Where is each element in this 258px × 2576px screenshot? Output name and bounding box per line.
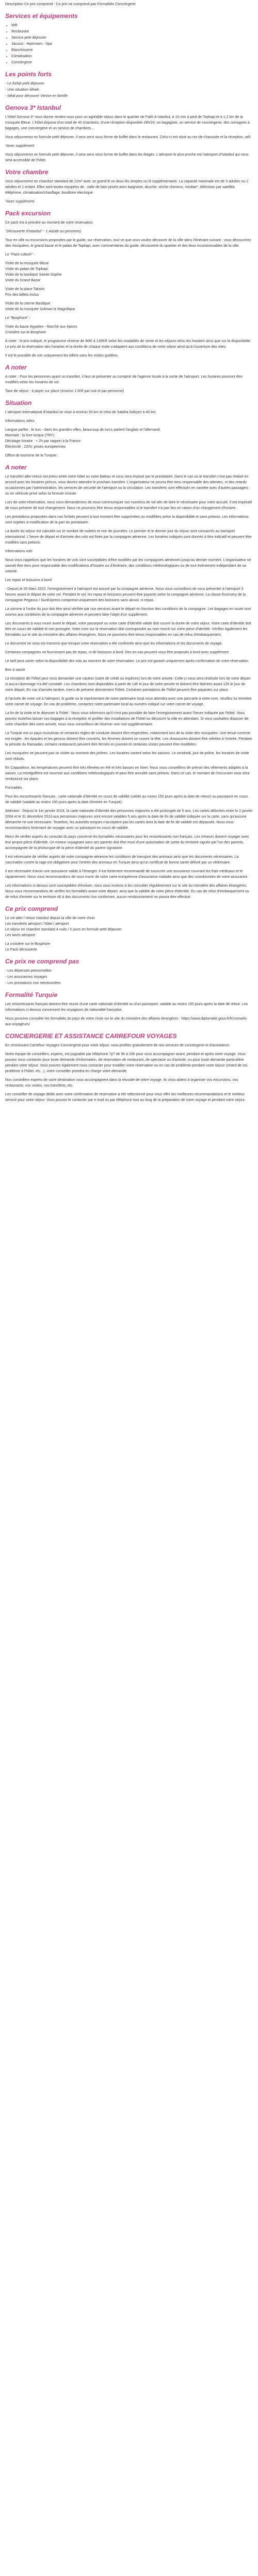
conditions-subheading: Formalités [5,786,22,790]
conditions-paragraph: Le transfert aller-retour est prévu entre votre hôtel ou votre bateau et vous sera imposé par le prestataire. Dans le cas où le transfert n'est pas réalisé en accord avec les horaires prévus, vous devrez attendre le prochain transfert. L'organisateur ne pourra être tenu responsable des attentes, ni des retards occasionnés par l'administration, les services de sécurité de l'aéroport ou la circulation. Les transferts sont effectués en navette avec d'autres passagers ou en véhicule privé selon la formule choisie. [5,475,249,496]
concierge-title: CONCIERGERIE ET ASSISTANCE CARREFOUR VOYAGES [5,1032,177,1040]
note-title: A noter [5,364,27,371]
conditions-paragraph: Le document ne vous est transmis que lorsque votre réservation a été confirmée ainsi que les informations et les documents de voyage. [5,642,223,646]
room-section [5,168,253,205]
pack-paragraph: Visite de la place Taksim Prix des billets inclus [5,287,45,297]
price-excludes-list [5,968,253,986]
highlight-item: - Idéal pour découvrir Venise en famille [5,93,253,99]
hotel-note: *Avec supplément [5,144,35,148]
pack-paragraph: Visite de la citerne Basilique Visite de la mosquée Soliman le Magnifique [5,302,75,311]
product-description [0,0,258,1103]
concierge-paragraph: Notre équipe de conseillers, experts, est joignable par téléphone 7j/7 de 9h à 20h pour vous accompagner avant, pendant et après votre voyage. Vous pouvez nous contacter pour toute demande d'information, de réservation de restaurant, de spectacle ou d'activité, ou pour toute demande particulière pendant votre séjour. Vous pouvez également nous contacter pour modifier votre réservation ou en cas de problème pendant votre séjour (retard de vol, problème à l'hôtel, etc...), votre conseiller prendra en charge votre demande. [5,1053,248,1073]
price-excludes-item: - Les dépenses personnelles [5,968,253,974]
conditions-subheading: Informations vols [5,550,33,553]
service-item: • Climatisation [11,54,253,59]
service-item: • Restaurant [11,29,253,35]
conditions-paragraph: Lors de votre réservation, nous vous demanderons de nous communiquer vos numéros de vol afin de faire le nécessaire pour votre accueil. Il est impératif de nous prévenir de tout changement. Nous ne pourrons être tenus responsables si le transfert n'a pas lieu en raison d'un changement d'horaire. [5,501,252,510]
hotel-paragraph: Vous séjournerez en formule petit déjeuner, il sera servi sous forme de buffet dans les étages. L'aéroport le plus proche est l'aéroport d'Istanbul qui vous sera accessible de l'hôtel. [5,153,249,162]
pack-paragraph: Ce pack est à prendre au moment de votre réservation. [5,221,94,225]
highlight-item: - Le forfait petit déjeuner [5,81,253,87]
pack-paragraph: Tour en ville ou excursions proposées par le guide, sur réservation, tout ce que vous voulez découvrir de la ville dans l'itinéraire suivant : vous découvrirez des mosquées, le grand bazar et le palais de Topkapi, avec commentaires du guide, découverte du quartier et des lieux incontournables de la ville. [5,239,251,248]
hotel-paragraph: L'hôtel Genova 3* vous donne rendez-vous pour un agréable séjour dans le quartier de Fatih à Istanbul, à 10 min à pied de Topkapi et à 1,2 km de la mosquée Bleue. L'hôtel dispose d'un total de 40 chambres, d'une réception disponible 24h/24, un bagagiste, un service de conciergerie, des consignes à bagages, une conciergerie et un service de chambres... [5,115,250,130]
room-paragraph: Vous séjournerez en chambre standard de 22m² avec un grand lit ou deux lits simples ou lit supplémentaire. La capacité maximale est de 3 adultes ou 2 adultes et 1 enfant. Elles sont toutes équipées de : salle de bain privée avec baignoire, douche, sèche-cheveux, minibar*, télévision par satellite, téléphone, climatisation/chauffage, bouilloire électrique. [5,180,249,195]
conditions-paragraph: Certaines compagnies ne fournissent pas de repas, ni de boissons à bord. Des en-cas peuvent vous être proposés à bord avec supplément. [5,651,230,654]
conditions-paragraph: Les prestations proposées dans nos forfaits peuvent à tout moment être supprimées ou modifiées selon la disponibilité et sans préavis. Les informations sont sujettes à modification de la part du prestataire. [5,515,249,524]
services-section [5,12,253,65]
situation-paragraph: Langue parlée : le turc - dans les grandes villes, beaucoup de turcs parlent l'anglais et l'allemand. Monnaie : la livre turque (TRY) Décalage horaire : + 2h par rapport à la France Électricité : 220V, prises européennes [5,428,161,449]
conditions-paragraph: Les documents à vous munir avant le départ, votre passeport ou votre carte d'identité valide doit couvrir la durée de votre séjour. Votre carte d'identité doit être en cours de validité et non prorogée. Votre nom sur la réservation doit correspondre au nom inscrit sur votre pièce d'identité. Vérifiez également les formalités sur le site du ministère des affaires étrangères. Nous ne pourrions être tenus responsables en cas de refus d'embarquement. [5,622,251,637]
price-includes-section [5,905,253,953]
conditions-paragraph: Pour les ressortissants français : carte nationale d'identité en cours de validité (valide au moins 150 jours après la date de retour) ou passeport en cours de validité (valable au moins 150 jours après la date d'entrée en Turquie). [5,795,248,804]
hotel-section [5,104,253,163]
conditions-paragraph: La Turquie est un pays musulman et certaines règles de conduite doivent être respectées, notamment lors de la visite des mosquées. Une tenue correcte est exigée : les épaules et les genoux doivent être couverts, les femmes doivent se couvrir la tête. Les chaussures doivent être retirées à l'entrée. Pendant la période du Ramadan, certains restaurants peuvent être fermés en journée et certaines visites peuvent être modifiées. [5,732,252,747]
price-includes-title: Ce prix comprend [5,905,58,912]
services-title: Services et équipements [5,12,78,20]
excursion-pack-title: Pack excursion [5,210,51,217]
note-paragraph: A noter : Pour les personnes ayant un transfert, il faut se présenter au comptoir de l'agence locale à la sortie de l'aéroport. Les horaires pourront être modifiés selon les horaires de vol. [5,375,243,384]
concierge-paragraph: En choisissant Carrefour Voyages Conciergerie pour votre séjour, vous profitez gratuitement de nos services de conciergerie et d'assistance. [5,1044,230,1047]
hotel-paragraph: Vous séjournerez en formule petit déjeuner, il sera servi sous forme de buffet dans le restaurant. Celui-ci est situé au rez-de-chaussée et la réception, wifi. [5,135,251,139]
formalities-title: Formalité Turquie [5,991,58,998]
formalities-paragraph: Les ressortissants français doivent être munis d'une carte nationale d'identité ou d'un passeport, valable au moins 150 jours après la date de retour. Les informations ci-dessus concernent les voyageurs de nationalité française. [5,1003,248,1012]
service-item: • Service petit déjeuner [11,35,253,41]
situation-paragraph: L'aéroport international d'Istanbul se situe à environ 50 km et celui de Sabiha Gökçen à 40 km. [5,411,157,414]
concierge-paragraph: Nos conseillers experts de votre destination vous accompagnent dans la réussite de votre voyage. Ils vous aident à organiser vos excursions, vos restaurants, vos visites, vos transferts, etc. [5,1078,238,1088]
situation-section [5,399,253,459]
conditions-paragraph: Attention : Depuis le 1er janvier 2014, la carte nationale d'identité des personnes majeures a été prolongée de 5 ans. Les cartes délivrées entre le 2 janvier 2004 et le 31 décembre 2013 aux personnes majeures sont encore valables 5 ans après la date de fin de validité indiquée sur la carte, sans qu'aucune démarche ne soit nécessaire. Toutefois, les autorités turques n'acceptent pas les cartes dont la date de fin de validité est dépassée. Nous vous recommandons fortement de voyager avec un passeport en cours de validité. [5,809,253,830]
service-item: • Jacuzzi - Hammam - Spa [11,41,253,47]
price-includes-paragraph: La croisière sur le Bosphore Le Pack découverte [5,942,51,952]
services-list [5,23,253,65]
hotel-title: Genova 3* Istanbul [5,104,61,111]
highlights-list [5,81,253,99]
room-title: Votre chambre [5,168,49,176]
conditions-paragraph: Merci de vérifier auprès du consulat du pays concerné les formalités nécessaires pour les ressortissants non français. Les mineurs doivent voyager avec leur propre pièce d'identité. Un mineur voyageant sans ses parents doit être muni d'une autorisation de sortie du territoire signée par l'un des parents, accompagnée de la photocopie de la pièce d'identité du parent signataire. [5,835,249,850]
excursion-pack-section [5,210,253,359]
formalities-section [5,991,253,1027]
pack-paragraph: Le "Bosphore" : [5,316,30,320]
room-note: *Avec supplément [5,200,35,204]
highlight-item: - Une situation idéale [5,87,253,93]
price-includes-paragraph: Le vol aller / retour Istanbul depuis la ville de votre choix Les transferts aéroport / hôtel / aéroport Le séjour en chambre standard 4 nuits / 5 jours en formule petit déjeuner Les taxes aéroport [5,917,122,937]
pack-paragraph: Il est le possible de voir uniquement les billets sans les visites guidées. [5,354,119,358]
price-excludes-item: - Les prestations non mentionnées [5,980,253,986]
highlights-title: Les points forts [5,71,52,78]
conditions-paragraph: Il est nécessaire d'avoir une assurance valide à l'étranger. Il est fortement recommandé de souscrire une assurance couvrant les frais médicaux et le rapatriement. Nous vous recommandons de vous munir de votre carte européenne d'assurance maladie ainsi que des coordonnées de votre assurance. [5,870,249,879]
conditions-paragraph: A l'arrivée de votre vol à l'aéroport, le guide ou le représentant de notre partenaire local vous attendra avec une pancarte à votre nom. Veuillez lui remettre votre carnet de voyage. En cas de problème, contactez notre partenaire local au numéro indiqué sur votre carnet de voyage. [5,697,252,706]
conditions-paragraph: En Cappadoce, les températures peuvent être très élevées en été et très basses en hiver. Nous vous conseillons de prévoir des vêtements adaptés à la saison. La montgolfière est soumise aux conditions météorologiques et peut être annulée sans préavis. Dans ce cas, le montant de l'excursion vous sera remboursé sur place. [5,766,250,781]
conditions-subheading: Les repas et boissons à bord [5,579,52,582]
conditions-subheading: Bon à savoir [5,668,25,672]
tabs-summary: Description Ce prix comprend - Ce prix ne comprend pas Formalités Conciergerie [5,3,136,6]
conditions-paragraph: - Depuis le 26 Mars 2022, l'enregistrement à l'aéroport est assuré par la compagnie aérienne. Nous vous conseillons de vous présenter à l'aéroport 3 heures avant le départ de votre vol. Pendant le vol, les repas et boissons peuvent être payants selon la compagnie aérienne. La classe Economy de la compagnie Pegasus / SunExpress comprend uniquement des boissons sans alcool, ni repas. [5,587,246,602]
conditions-paragraph: Les mosquées ne peuvent pas se visiter au moment des prières. Les horaires varient selon les saisons. Le vendredi, jour de prière, les horaires de visite sont réduits. [5,752,249,761]
service-item: • Conciergerie [11,60,253,65]
conditions-paragraph: Les informations ci-dessus sont susceptibles d'évoluer, nous vous invitons à les consulter régulièrement sur le site du ministère des affaires étrangères. Nous vous recommandons de vérifier les formalités avant votre départ, ainsi que la validité de votre pièce d'identité. En cas de refus d'embarquement ou de refus d'entrée sur le territoire dû à des documents non conformes, aucun remboursement ne pourra être effectué. [5,884,249,899]
conditions-paragraph: La somme à l'ordre du jour doit être ainsi vérifiée par nos services avant le départ en fonction des conditions de la compagnie. Les bagages en soute sont soumis aux conditions de la compagnie aérienne et peuvent faire l'objet d'un supplément. [5,607,251,617]
conditions-section [5,464,253,900]
concierge-paragraph: Les conseiller de voyage dédié avec votre confirmation de réservation a été sélectionné pour vous offrir les meilleures recommandations et le meilleur service pour votre séjour. Vous pouvez le contacter par e-mail ou par téléphone tout au long de la préparation de votre voyage et pendant votre séjour. [5,1093,246,1102]
note-paragraph: Taxe de séjour : à payer sur place (environ 1.50€ par nuit et par personne) [5,389,124,393]
pack-paragraph: A noter : le prix indiqué, le programme réserve de 90€/ à 130€/€ selon les modalités de vente et les séjours et/ou les horaires ainsi que sur la disponibilité. Le prix de la réservation des horaires et la durée de chaque visite s'adaptent aux conditions de votre séjour ainsi qu'à l'ouverture des sites. [5,340,251,349]
conditions-paragraph: La réception de l'hôtel peut vous demander une caution (carte de crédit ou espèces) lors de votre arrivée. Celle-ci vous sera restituée lors de votre départ si aucun dommage n'a été constaté. Les chambres sont disponibles à partir de 14h le jour de votre arrivée et doivent être libérées avant 12h le jour de votre départ. En cas d'arrivée tardive, merci de prévenir directement l'hôtel. Certaines prestations de l'hôtel peuvent être payantes sur place. [5,677,251,692]
concierge-section [5,1032,253,1103]
note-section [5,364,253,394]
price-excludes-section [5,958,253,986]
situation-paragraph: Informations utiles [5,419,35,423]
formalities-paragraph: Nous pouvons consulter les formalités du pays de votre choix sur le site du ministère des affaires étrangères : https://www.diplomatie.gouv.fr/fr/conseils-aux-voyageurs/ [5,1017,248,1026]
situation-paragraph: Office de tourisme de la Turquie : [5,454,58,457]
conditions-paragraph: La durée du séjour est calculée sur le nombre de nuitées et non de journées. Le premier et le dernier jour du séjour sont consacrés au transport international. L'heure de départ et d'arrivée des vols est fixée par la compagnie aérienne. Les horaires indiqués sont donnés à titre indicatif et peuvent être modifiés sans préavis. [5,530,252,545]
service-item: • Wifi [11,23,253,28]
conditions-paragraph: La fin de la visite et le déjeuner à l'hôtel : Nous vous informons qu'il n'est pas possible de faire l'enregistrement avant l'heure indiquée par l'hôtel. Vous pouvez toutefois laisser vos bagages à la réception et profiter des installations de l'hôtel ou découvrir la ville en attendant. Si vous souhaitez disposer de votre chambre dès votre arrivée, nous vous conseillons de réserver une nuit supplémentaire. [5,711,249,726]
price-excludes-item: - Les assurances voyages [5,974,253,980]
conditions-paragraph: Nous vous rappelons que les horaires de vols sont susceptibles d'être modifiés par les compagnies aériennes jusqu'au dernier moment. L'organisateur ne saurait être tenu pour responsable des modifications d'horaire ou d'itinéraire, des conditions météorologiques ou de tout événement indépendant de sa volonté. [5,558,251,573]
conditions-paragraph: Il est nécessaire de vérifier auprès de votre compagnie aérienne les conditions de transport des animaux ainsi que les documents nécessaires. La vaccination contre la rage est obligatoire pour l'entrée des animaux en Turquie ainsi qu'un certificat de bonne santé délivré par un vétérinaire. [5,855,239,865]
highlights-section [5,71,253,99]
pack-paragraph: Visite du bazar égyptien - Marché aux épices Croisière sur le Bosphore [5,325,77,334]
pack-paragraph: Le "Pack culture" : [5,253,35,257]
situation-title: Situation [5,399,32,406]
pack-paragraph: Visite de la mosquée Bleue Visite du palais de Topkapi Visite de la basilique Sainte-Sophie Visite du Grand Bazar [5,262,62,282]
conditions-paragraph: Le tarif peut varier selon la disponibilité des vols au moment de votre réservation. Le prix est garanti uniquement après confirmation de votre réservation. [5,659,249,663]
conditions-title: A noter [5,464,27,471]
service-item: • Blanchisserie [11,47,253,53]
price-excludes-title: Ce prix ne comprend pas [5,958,79,965]
pack-paragraph: "Découverte d'Istanbul" - 1 Adulte ou personne) [5,230,82,233]
